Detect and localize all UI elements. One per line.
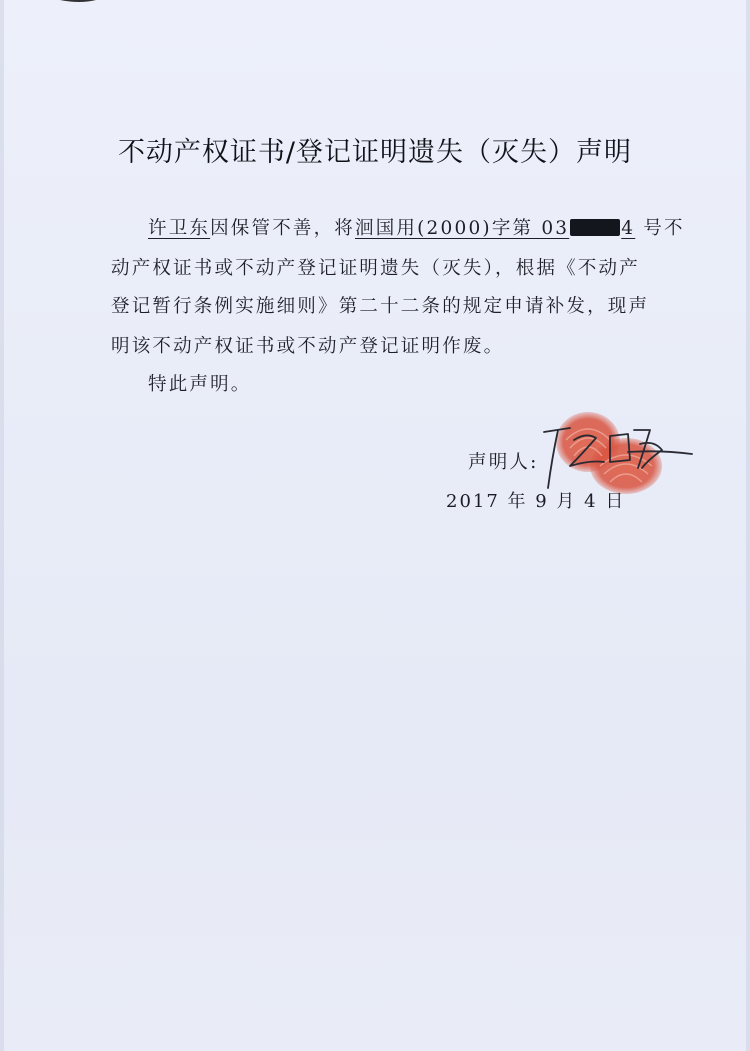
- redaction-block: [570, 219, 620, 236]
- certificate-number: [355, 218, 635, 239]
- closing-statement: 特此声明。: [148, 374, 252, 395]
- body-line-4: 明该不动产权证书或不动产登记证明作废。: [111, 336, 505, 357]
- body-line-3: 登记暂行条例实施细则》第二十二条的规定申请补发，现声: [111, 296, 650, 317]
- declaration-date: 2017 年 9 月 4 日: [446, 491, 626, 512]
- document-title: 不动产权证书/登记证明遗失（灭失）声明: [117, 137, 633, 168]
- body-line-1: [148, 214, 685, 240]
- body-line-2: 动产权证书或不动产登记证明遗失（灭失），根据《不动产: [111, 258, 640, 279]
- certificate-prefix: 洄国用(2000)字第 03: [355, 218, 570, 239]
- body-text-b: 号不: [635, 218, 685, 239]
- body-text-a: 因保管不善，将: [210, 218, 356, 239]
- certificate-suffix: 4: [621, 218, 636, 239]
- declarant-label: 声明人:: [468, 452, 539, 473]
- declarant-name: 许卫东: [148, 218, 211, 239]
